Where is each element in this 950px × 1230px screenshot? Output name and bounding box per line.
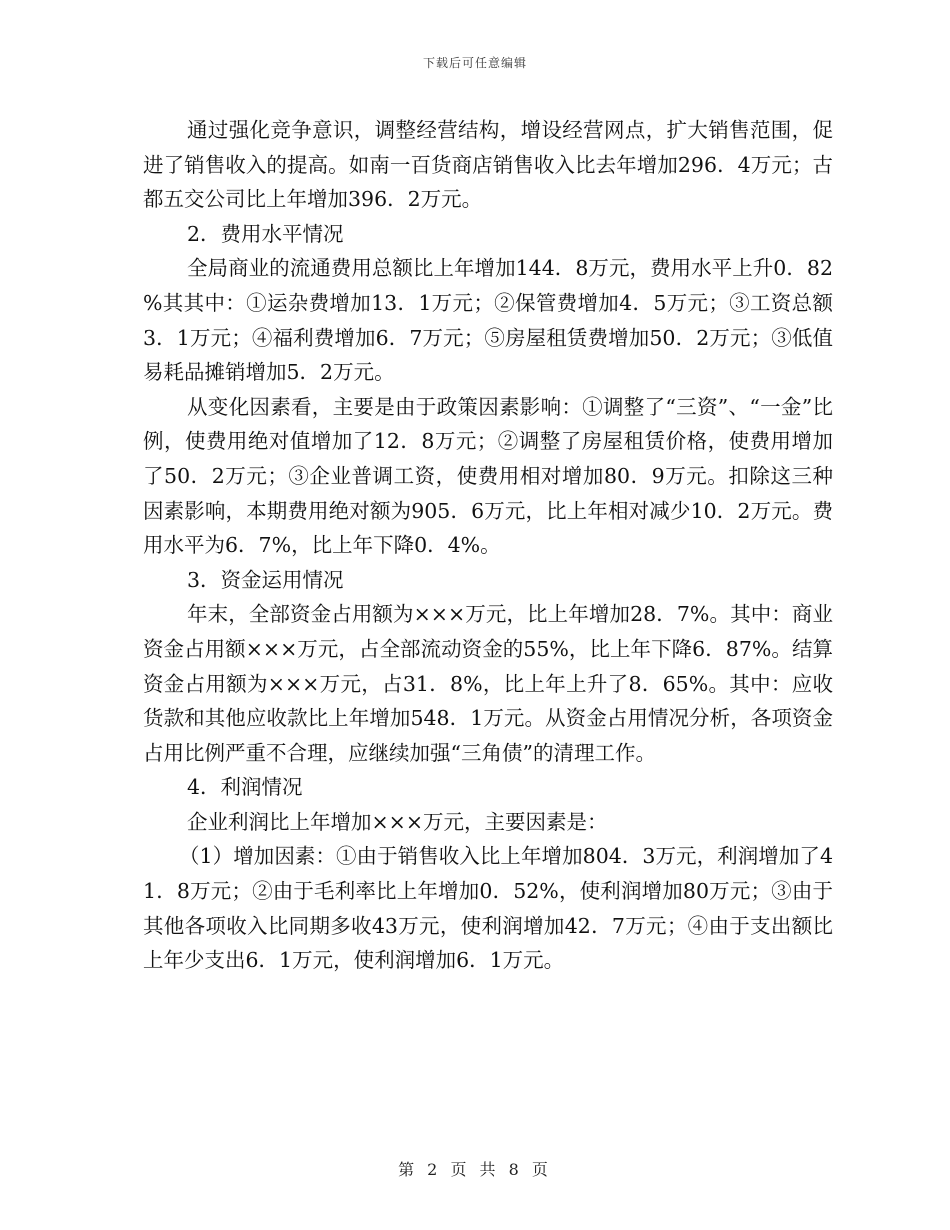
paragraph-profit-intro: 企业利润比上年增加×××万元，主要因素是：	[187, 809, 608, 834]
paragraph-profit-increase-factors: （1）增加因素：①由于销售收入比上年增加804．3万元，利润增加了41．8万元；②由于毛利率比上年增加0．52%，使利润增加80万元；③由于其他各项收入比同期多收43万元，使利润增加42．7万元；④由于支出额比上年少支出6．1万元，使利润增加6．1万元。	[143, 844, 833, 973]
paragraph-capital-use: 年末，全部资金占用额为×××万元，比上年增加28．7%。其中：商业资金占用额×××万元，占全部流动资金的55%，比上年下降6．87%。结算资金占用额为×××万元，占31．8%，比上年上升了8．65%。其中：应收货款和其他应收款比上年增加548．1万元。从资金占用情况分析，各项资金占用比例严重不合理，应继续加强“三角债”的清理工作。	[143, 602, 833, 765]
section-heading-profit: 4．利润情况	[187, 775, 303, 800]
section-heading-expense-level: 2．费用水平情况	[187, 221, 344, 246]
page-header: 下载后可任意编辑	[422, 56, 527, 70]
paragraph-sales-income: 通过强化竞争意识，调整经营结构，增设经营网点，扩大销售范围，促进了销售收入的提高。如南一百货商店销售收入比去年增加296．4万元；古都五交公司比上年增加396．2万元。	[143, 118, 833, 212]
page-number-footer: 第 2 页 共 8 页	[398, 1160, 552, 1179]
document-body	[143, 113, 833, 978]
paragraph-expense-factors: 从变化因素看，主要是由于政策因素影响：①调整了“三资”、“一金”比例，使费用绝对值增加了12．8万元；②调整了房屋租赁价格，使费用增加了50．2万元；③企业普调工资，使费用相对增加80．9万元。扣除这三种因素影响，本期费用绝对额为905．6万元，比上年相对减少10．2万元。费用水平为6．7%，比上年下降0．4%。	[143, 394, 833, 558]
section-heading-capital-use: 3．资金运用情况	[187, 567, 344, 592]
paragraph-expense-total: 全局商业的流通费用总额比上年增加144．8万元，费用水平上升0．82%其其中：①运杂费增加13．1万元；②保管费增加4．5万元；③工资总额3．1万元；④福利费增加6．7万元；⑤房屋租赁费增加50．2万元；③低值易耗品摊销增加5．2万元。	[143, 256, 833, 385]
